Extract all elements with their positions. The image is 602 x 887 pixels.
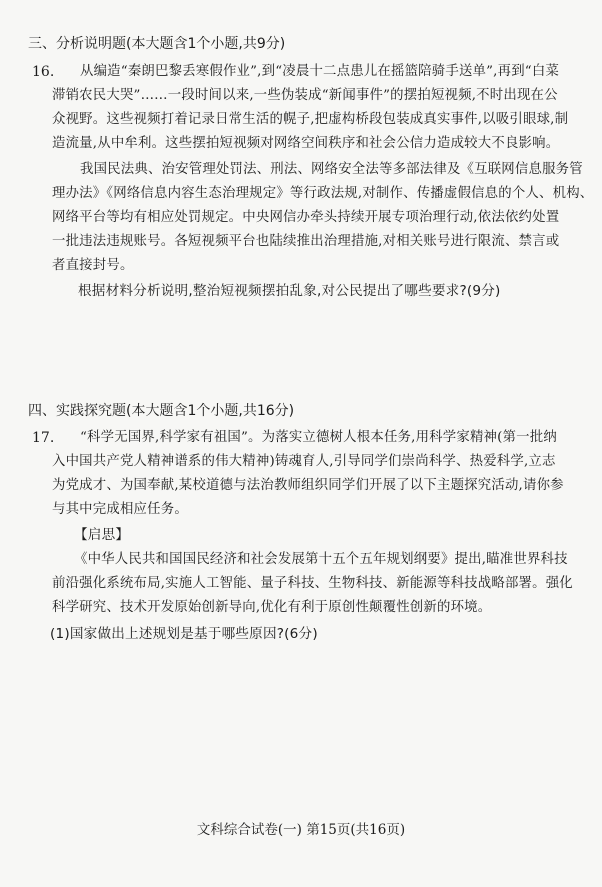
q17-intro-line3: 为党成才、为国奉献,某校道德与法治教师组织同学们开展了以下主题探究活动,请你参 (52, 478, 564, 493)
q17-intro-line2: 入中国共产党人精神谱系的伟大精神)铸魂育人,引导同学们崇尚科学、热爱科学,立志 (52, 454, 556, 469)
q17-sub-question-1: (1)国家做出上述规划是基于哪些原因?(6分) (50, 626, 318, 642)
q17-material-line1: 《中华人民共和国国民经济和社会发展第十五个五年规划纲要》提出,瞄准世界科技 (74, 552, 568, 567)
q17-material-line3: 科学研究、技术开发原始创新导向,优化有利于原创性颠覆性创新的环境。 (52, 600, 492, 615)
q16-paragraph2-line4: 一批违法违规账号。各短视频平台也陆续推出治理措施,对相关账号进行限流、禁言或 (52, 234, 560, 249)
q17-intro-line1: “科学无国界,科学家有祖国”。为落实立德树人根本任务,用科学家精神(第一批纳 (80, 430, 557, 445)
q16-paragraph2-line3: 网络平台等均有相应处罚规定。中央网信办牵头持续开展专项治理行动,依法依约处置 (52, 210, 560, 225)
q16-paragraph1-line1: 从编造“秦朗巴黎丢寒假作业”,到“凌晨十二点患儿在摇篮陪骑手送单”,再到“白菜 (80, 64, 560, 79)
q16-paragraph2-line2: 理办法》《网络信息内容生态治理规定》等行政法规,对制作、传播虚假信息的个人、机构、 (52, 186, 594, 201)
q16-paragraph1-line4: 造流量,从中牟利。这些摆拍短视频对网络空间秩序和社会公信力造成较大不良影响。 (52, 136, 560, 151)
q16-paragraph1-line2: 滞销农民大哭”……一段时间以来,一些伪装成“新闻事件”的摆拍短视频,不时出现在公 (52, 88, 558, 103)
question-number-16: 16. (32, 64, 55, 80)
q17-material-line2: 前沿强化系统布局,实施人工智能、量子科技、生物科技、新能源等科技战略部署。强化 (52, 576, 573, 591)
q17-intro-line4: 与其中完成相应任务。 (52, 502, 188, 517)
q16-paragraph2-line1: 我国民法典、治安管理处罚法、刑法、网络安全法等多部法律及《互联网信息服务管 (80, 162, 583, 177)
question-number-17: 17. (32, 430, 55, 446)
page-footer: 文科综合试卷(一) 第15页(共16页) (196, 822, 406, 838)
q17-subheading: 【启思】 (74, 527, 130, 543)
q16-paragraph2-line5: 者直接封号。 (52, 258, 134, 273)
q16-question: 根据材料分析说明,整治短视频摆拍乱象,对公民提出了哪些要求?(9分) (78, 283, 501, 299)
section-heading-practice: 四、实践探究题(本大题含1个小题,共16分) (28, 403, 295, 419)
q16-paragraph1-line3: 众视野。这些视频打着记录日常生活的幌子,把虚构桥段包装成真实事件,以吸引眼球,制 (52, 112, 569, 127)
section-heading-analysis: 三、分析说明题(本大题含1个小题,共9分) (28, 36, 286, 52)
